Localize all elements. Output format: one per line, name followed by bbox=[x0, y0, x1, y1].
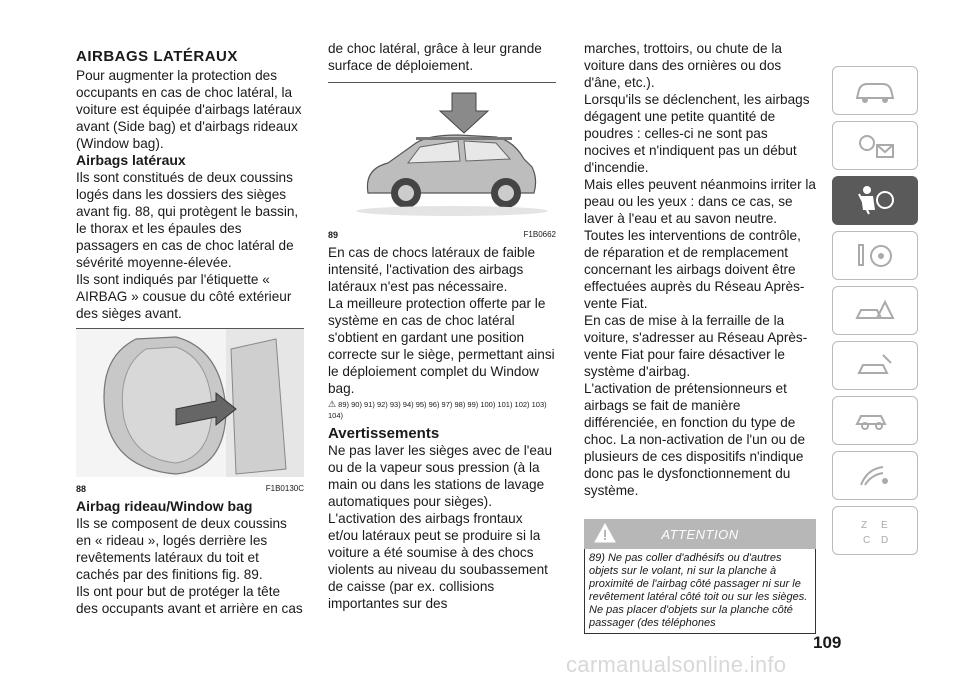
reference-list: 89) 90) 91) 92) 93) 94) 95) 96) 97) 98) 99) 100) 101) 102) 103) 104) bbox=[328, 400, 547, 420]
paragraph: Ils sont constitués de deux coussins logés dans les dossiers des sièges avant fig. 88, qui protègent le bassin, le thorax et les épaules des passagers en cas de choc latéral de sévérité moyenne-élevée. bbox=[76, 170, 299, 270]
paragraph: L'activation des airbags frontaux et/ou latéraux peut se produire si la voiture a été soumise à des chocs violents au niveau du soubassement de caisse (par ex. collisions importantes sur des bbox=[328, 511, 548, 611]
paragraph: Lorsqu'ils se déclenchent, les airbags dégagent une petite quantité de poudres : celles-ci ne sont pas nocives et n'indiquent pas un début d'incendie. bbox=[584, 92, 810, 175]
technical-data-icon bbox=[853, 406, 897, 436]
column-2 bbox=[328, 40, 556, 612]
tab-safety[interactable] bbox=[832, 176, 918, 225]
figure-code: F1B0662 bbox=[523, 230, 556, 239]
watermark: carmanualsonline.info bbox=[566, 652, 787, 677]
crash-warning-icon bbox=[853, 296, 897, 326]
subheading-warnings: Avertissements bbox=[328, 425, 440, 442]
warning-lights-icon bbox=[853, 131, 897, 161]
figure-number: 88 bbox=[76, 484, 87, 494]
tab-emergency[interactable] bbox=[832, 286, 918, 335]
paragraph: de choc latéral, grâce à leur grande surface de déploiement. bbox=[328, 41, 542, 73]
tab-index[interactable] bbox=[832, 506, 918, 555]
svg-text:D: D bbox=[881, 534, 889, 546]
airbag-seat-icon bbox=[853, 184, 897, 218]
intro-paragraph: Pour augmenter la protection des occupants en cas de choc latéral, la voiture est équipée d'airbags latéraux avant (Side bag) et d'airbags rideaux (Window bag). bbox=[76, 68, 302, 151]
paragraph: La meilleure protection offerte par le système en cas de choc latéral s'obtient en gardant une position correcte sur le siège, permettant ainsi le déploiement complet du Window bag. bbox=[328, 296, 555, 396]
attention-text: 89) Ne pas coller d'adhésifs ou d'autres objets sur le volant, ni sur la planche à proximité de l'airbag côté passager ni sur le revêtement latéral côté toit ou sur les sièges. Ne pas placer d'objets sur la planche côté passager (des téléphones bbox=[589, 552, 808, 629]
figure-89 bbox=[328, 82, 556, 240]
column-1 bbox=[76, 40, 304, 617]
subheading-side-airbags: Airbags latéraux bbox=[76, 152, 186, 168]
figure-number: 89 bbox=[328, 230, 339, 240]
tab-maintenance[interactable] bbox=[832, 341, 918, 390]
car-side-illustration bbox=[328, 83, 556, 223]
paragraph: Mais elles peuvent néanmoins irriter la peau ou les yeux : dans ce cas, se laver à l'eau et au savon neutre. bbox=[584, 177, 816, 226]
section-title: AIRBAGS LATÉRAUX bbox=[76, 48, 238, 65]
multimedia-icon bbox=[853, 461, 897, 491]
tab-multimedia[interactable] bbox=[832, 451, 918, 500]
paragraph: Ils sont indiqués par l'étiquette « AIRBAG » cousue du côté extérieur des sièges avant. bbox=[76, 272, 292, 321]
paragraph: En cas de chocs latéraux de faible intensité, l'activation des airbags latéraux n'est pas nécessaire. bbox=[328, 245, 536, 294]
chapter-sidebar bbox=[832, 66, 922, 561]
warning-references bbox=[328, 399, 556, 421]
steering-key-icon bbox=[853, 241, 897, 271]
paragraph: L'activation de prétensionneurs et airbags se fait de manière différenciée, en fonction du type de choc. La non-activation de l'un ou de plusieurs de ces dispositifs n'indique donc pas le dysfonctionnement du système. bbox=[584, 381, 806, 498]
seat-airbag-illustration bbox=[76, 329, 304, 477]
maintenance-icon bbox=[853, 351, 897, 381]
paragraph: marches, trottoirs, ou chute de la voiture dans des ornières ou dos d'âne, etc.). bbox=[584, 41, 782, 90]
tab-starting-driving[interactable] bbox=[832, 231, 918, 280]
tab-warning-lights[interactable] bbox=[832, 121, 918, 170]
subheading-window-bag: Airbag rideau/Window bag bbox=[76, 498, 253, 514]
index-icon bbox=[853, 516, 897, 546]
paragraph: Ne pas laver les sièges avec de l'eau ou de la vapeur sous pression (à la main ou dans les stations de lavage automatiques pour sièges). bbox=[328, 443, 552, 509]
paragraph: Toutes les interventions de contrôle, de réparation et de remplacement concernant les airbags doivent être effectuées auprès du Réseau Après-vente Fiat. bbox=[584, 228, 805, 311]
page-number: 109 bbox=[813, 633, 842, 652]
column-3 bbox=[584, 40, 816, 634]
warning-triangle-icon: ⚠ bbox=[328, 399, 337, 409]
tab-technical-data[interactable] bbox=[832, 396, 918, 445]
svg-text:E: E bbox=[881, 519, 888, 531]
svg-text:C: C bbox=[863, 534, 871, 546]
car-icon bbox=[853, 76, 897, 106]
figure-88 bbox=[76, 328, 304, 494]
paragraph: En cas de mise à la ferraille de la voiture, s'adresser au Réseau Après-vente Fiat pour faire désactiver le système d'airbag. bbox=[584, 313, 808, 379]
attention-banner bbox=[584, 519, 816, 549]
attention-label: ATTENTION bbox=[661, 527, 739, 542]
figure-code: F1B0130C bbox=[265, 484, 304, 493]
svg-text:Z: Z bbox=[861, 519, 868, 531]
attention-box bbox=[584, 549, 816, 634]
paragraph: Ils se composent de deux coussins en « rideau », logés derrière les revêtements latéraux du toit et cachés par des finitions fig. 89. bbox=[76, 516, 287, 582]
tab-dashboard[interactable] bbox=[832, 66, 918, 115]
paragraph: Ils ont pour but de protéger la tête des occupants avant et arrière en cas bbox=[76, 584, 303, 616]
